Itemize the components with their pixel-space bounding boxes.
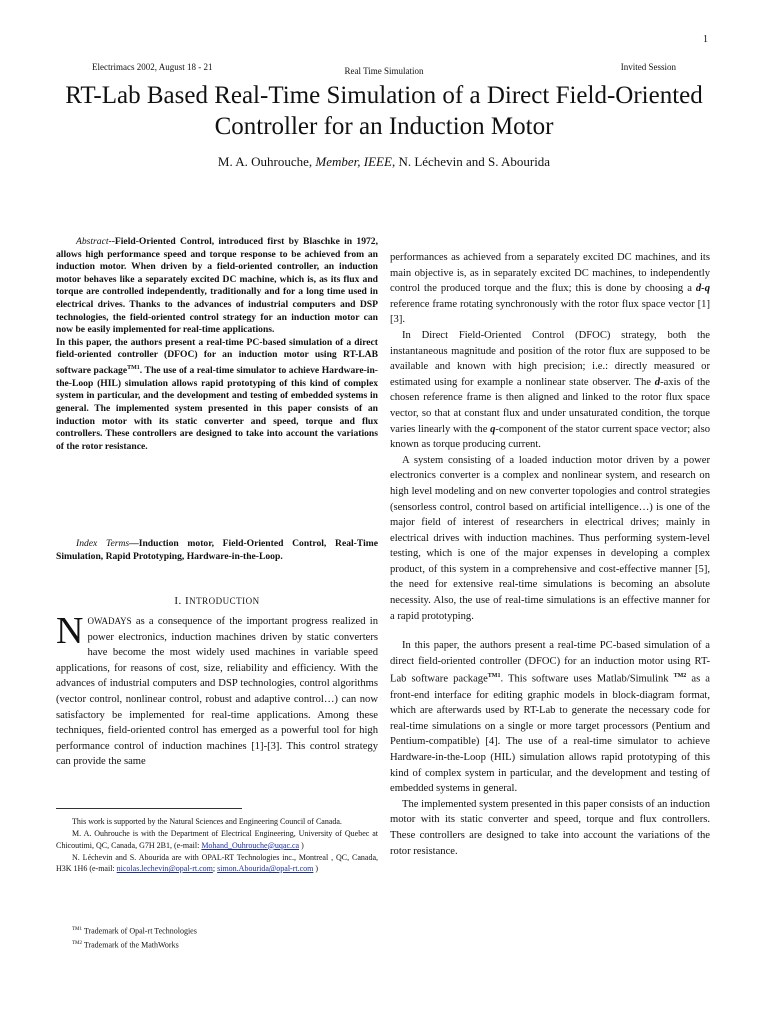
tm1-text: Trademark of Opal-rt Technologies — [82, 926, 197, 936]
tm2-sup: TM2 — [72, 940, 82, 946]
index-terms-text: —Induction motor, Field-Oriented Control, Real-Time Simulation, Rapid Prototyping, Hardware-in-the-Loop. — [56, 538, 379, 562]
para-3b: . This software uses Matlab/Simulink — [500, 673, 674, 685]
email-link-lechevin[interactable]: nicolas.lechevin@opal-rt.com — [116, 864, 213, 874]
introduction-text — [56, 610, 378, 770]
para-0-text: performances as achieved from a separately excited DC machines, and its main objective is, as in separately excited DC machines, to independently control the produced torque and the flux; this is done by choosing a — [390, 252, 710, 295]
intro-lead: OWADAYS — [87, 616, 132, 626]
paragraph-continued — [390, 250, 710, 328]
author-1-role: Member, IEEE — [315, 154, 392, 169]
intro-body: as a consequence of the important progress realized in power electronics, induction machines driven by static converters have become the most widely used machines in variable speed applications, for reasons of cost, size, reliability and efficiency. With the advances of industrial computers and DSP technologies, control algorithms (vector control, nonlinear control, robust and adaptive control…) can now satisfactory be implemented for real-time applications. Among these techniques, field-oriented control has emerged as a powerful tool for high performance control of induction machines [1]-[3]. This control strategy can provide the same — [56, 616, 378, 768]
email-link-abourida[interactable]: simon.Abourida@opal-rt.com — [217, 864, 314, 874]
abstract-text-1: Field-Oriented Control, introduced first by Blaschke in 1972, allows high performance speed and torque response to be achieved from an induction motor. When driven by a field-oriented controller, an induction motor behaves like a separately excited DC machine, which is, as its flux and torque are controlled independently, traditionally and for a long time used in electrical drives. Thanks to the advances of industrial computers and DSP technologies, the field-oriented control strategy for an induction motor can now be easily implemented for real-time applications. — [56, 236, 378, 336]
para-1c: -component of the stator current space vector; also known as torque producing current. — [390, 423, 710, 451]
dq-symbol: d-q — [695, 283, 710, 295]
tm1-mark: TM1 — [127, 364, 140, 371]
para-3c: as a front-end interface for editing graphic models in block-diagram format, which are afterwards used by RT-Lab to generate the necessary code for real-time simulations on a single or more target processors (Pentium and Pentium-compatible) [4]. The use of a real-time simulator to achieve Hardware-in-the-Loop (HIL) simulation allows rapid prototyping of this kind of complex system in particular, and the development and testing of embedded systems in general. — [390, 673, 710, 795]
other-authors: , N. Léchevin and S. Abourida — [391, 154, 551, 169]
session-topic: Real Time Simulation — [344, 66, 424, 76]
paragraph-implemented: The implemented system presented in this paper consists of an induction motor with its static converter and speed, torque and flux controllers. These controllers are designed to take into account the variations of the rotor resistance. — [390, 798, 710, 857]
tm2-mark-right: TM2 — [673, 673, 687, 680]
author-1: M. A. Ouhrouche, — [217, 154, 313, 169]
abstract-text-2a: In this paper, the authors present a real-time PC-based simulation of a direct field-oriented controller (DFOC) for an induction motor using RT-LAB software package — [56, 336, 378, 377]
index-terms-label: Index Terms — [76, 538, 130, 549]
page-number: 1 — [703, 34, 708, 45]
footnote-author-1-text: M. A. Ouhrouche is with the Department of Electrical Engineering, University of Quebec at Chicoutimi, QC, Canada, G7H 2B1, (e-mail: — [56, 829, 378, 850]
abstract-p1 — [56, 236, 378, 337]
tm1-sup: TM1 — [72, 927, 82, 932]
paragraph-this-paper — [390, 638, 710, 796]
abstract-text-2b: . The use of a real-time simulator to achieve Hardware-in-the-Loop (HIL) simulation allows rapid prototyping of this kind of complex system in particular, and the development and testing of embedded systems in general. The implemented system presented in this paper consists of an induction motor with its static converter and speed, torque and flux controllers. These controllers are designed to take into account the variations of the rotor resistance. — [56, 365, 378, 452]
footnote-author-1 — [56, 828, 378, 851]
trademark-1 — [72, 924, 197, 938]
d-symbol: d — [654, 376, 661, 388]
tm1-mark-right: TM1 — [487, 673, 501, 680]
abstract-dash: -- — [108, 236, 115, 247]
footnote-funding: This work is supported by the Natural Sciences and Engineering Council of Canada. — [72, 817, 342, 826]
drop-cap: N — [56, 610, 84, 652]
email-link-ouhrouche[interactable]: Mohand_Ouhrouche@uqac.ca — [201, 840, 300, 850]
footnote-rule — [56, 808, 242, 809]
conference-label: Electrimacs 2002, August 18 - 21 — [92, 62, 213, 72]
session-type: Invited Session — [620, 62, 676, 72]
abstract-p2 — [56, 337, 378, 454]
paragraph-dfoc — [390, 328, 710, 453]
footnote-authors-2-3 — [56, 852, 378, 875]
footnote-authors-end: ) — [313, 864, 319, 874]
author-line — [40, 154, 728, 170]
trademark-notes — [72, 924, 197, 951]
email-separator: ; — [212, 864, 216, 874]
paragraph-system: A system consisting of a loaded induction motor driven by a power electronics converter is a complex and nonlinear system, and research on high level modeling and on new converter topologies and control strategies (sensorless control, control based on artificial intelligence…) is one of the major field of interest of researchers in electrical drives; mainly in electrical drives with induction machines. Thus performing system-level testing, which is one of the major expenses in developing a complex product, of this system in a comprehensive and cost-effective manner [5], the need for extensive real-time simulations is becoming an absolute necessity. Also, the use of real-time simulations is an effective manner for a rapid prototyping. — [390, 454, 710, 622]
footnote-authors-text: N. Léchevin and S. Abourida are with OPAL-RT Technologies inc., Montreal , QC, Canada, H3K 1H6 (e-mail: — [56, 852, 378, 874]
abstract-label: Abstract — [76, 236, 109, 247]
para-3a: In this paper, the authors present a real-time PC-based simulation of a direct field-oriented controller (DFOC) for an induction motor using RT-Lab software package — [390, 640, 710, 685]
right-column-text — [390, 250, 710, 859]
footnotes — [56, 816, 378, 875]
tm2-text: Trademark of the MathWorks — [82, 940, 179, 950]
para-1a: In Direct Field-Oriented Control (DFOC) strategy, both the instantaneous magnitude and position of the rotor flux are supposed to be available and known with high precision; i.e.: directly measured or estimated using for example a nonlinear state observer. The — [390, 329, 710, 388]
trademark-2 — [72, 938, 197, 952]
q-symbol: q — [490, 423, 496, 435]
para-1b: -axis of the chosen reference frame is then aligned and linked to the rotor flux space vector, so that at constant flux and under unsaturated condition, the torque varies linearly with the — [390, 376, 710, 435]
paper-title: RT-Lab Based Real-Time Simulation of a Direct Field-Oriented Controller for an Induction Motor — [65, 82, 703, 140]
footnote-author-1-end: ) — [299, 840, 304, 850]
section-title-first: I — [185, 595, 190, 607]
section-heading-introduction — [56, 595, 378, 607]
section-title-rest: NTRODUCTION — [189, 596, 260, 606]
section-numeral: I. — [174, 595, 182, 607]
index-terms — [56, 538, 378, 563]
abstract — [56, 236, 378, 453]
para-0-end: reference frame rotating synchronously with the rotor flux space vector [1][3]. — [390, 298, 710, 326]
